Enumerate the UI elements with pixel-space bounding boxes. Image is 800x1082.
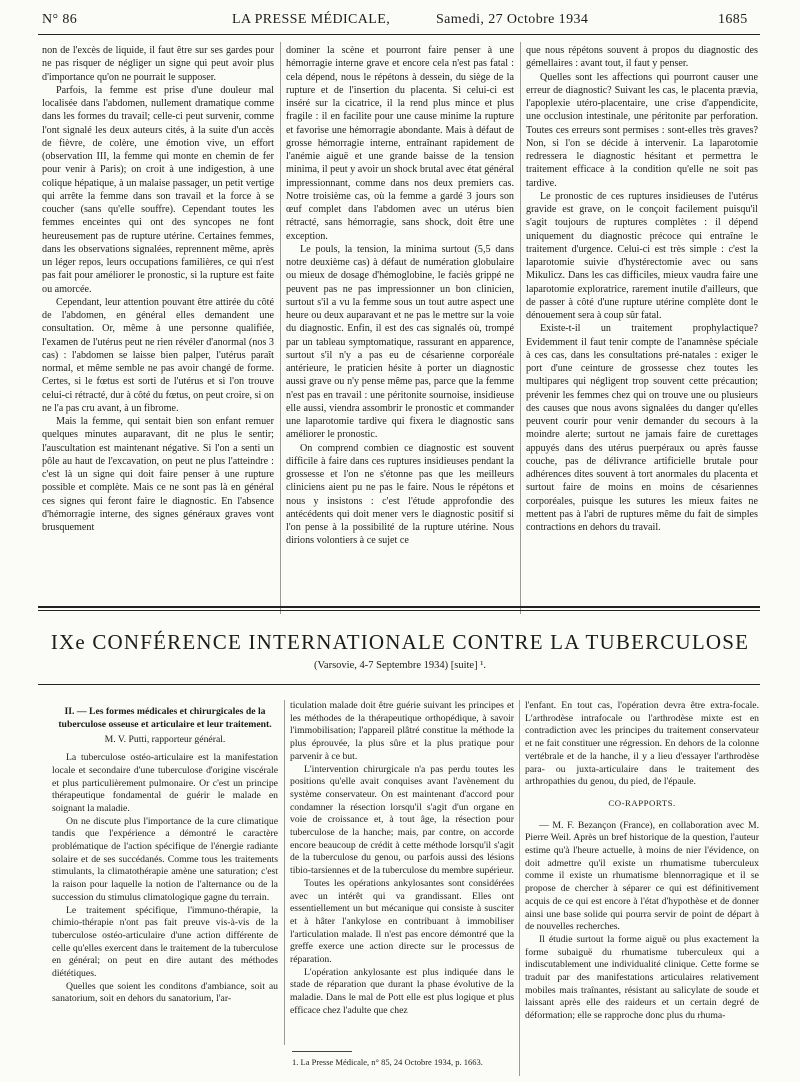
header-rule: [38, 34, 760, 35]
page-number-label: N° 86: [42, 12, 78, 27]
paragraph: Le pronostic de ces ruptures insidieuses de l'utérus gravide est grave, on le conçoit facilement puisqu'il s'agit toujours de ruptures complètes : il dépend uniquement du diagnostic précoce qui entraîne le traitement d'urgence. Celui-ci est très simple : c'est la laparotomie suivie d'hystérectomie avec ou sans Mikulicz. Dans les cas difficiles, mieux vaudra faire une laparotomie exploratrice, rarement inutile d'ailleurs, que de passer à côté d'une rupture utérine complète dont le dénouement sera à coup sûr fatal.: [526, 190, 758, 321]
top-column-1: [42, 44, 274, 614]
paragraph: L'opération ankylosante est plus indiquée dans le stade de réparation que durant la phase évolutive de la maladie. Dans le mal de Pott elle est plus logique et plus efficace chez l'adulte que chez: [290, 966, 514, 1016]
paragraph: Existe-t-il un traitement prophylactique? Evidemment il faut tenir compte de l'anamnèse spéciale à ces cas, dans les consultations pré-natales : exiger le port d'une ceinture de grossesse chez toutes les multipares qui négligent trop souvent cette précaution; prévenir les femmes chez qui on trouve une ou plusieurs des causes que nous avons signalées du danger qu'elles peuvent courir pour venir demander du secours à la moindre alerte; surtout ne jamais faire de curettages appuyés dans des utérus puerpéraux ou après fausse couche, pas de délivrance artificielle brutale pour adhérences dites souvent à tort anormales du placenta et surtout faire de moins en moins de césariennes corporéales, puisque les sutures les mieux faites ne mettent pas à l'abri de ruptures même du fait de simples contractions en dehors du travail.: [526, 323, 758, 533]
bottom-column-3: [525, 700, 759, 1076]
paragraph: L'intervention chirurgicale n'a pas perdu toutes les positions qu'elle avait conquises avant l'avènement du système conservateur. On est maintenant d'accord pour condamner la résection lorsqu'il s'agit d'un organe en voie de croissance et, à tout âge, la résection pour tuberculose de la hanche; mais, par contre, on accorde encore beaucoup de crédit à cette méthode lorsqu'il s'agit de la tuberculose du genou, ou parfois aussi des lésions tibio-tarsiennes et de la tuberculose du membre supérieur.: [290, 763, 514, 877]
paragraph: Quelles sont les affections qui pourront causer une erreur de diagnostic? Suivant les cas, le placenta prævia, l'apoplexie utéro-placentaire, une crise d'appendicite, une occlusion intestinale, une péritonite par perforation. Toutes ces erreurs sont permises : sont-elles très graves? Non, si l'on se décide à intervenir. La laparotomie redressera le diagnostic hésitant et permettra le traitement efficace à la condition qu'elle ne soit pas tardive.: [526, 71, 758, 189]
rapporteur-line: M. V. Putti, rapporteur général.: [104, 734, 226, 746]
column-divider: [520, 42, 521, 614]
paragraph: La tuberculose ostéo-articulaire est la manifestation locale et secondaire d'une tuberculose d'origine viscérale et plus particulièrement pulmonaire. Or c'est un principe thérapeutique fondamental de guérir le malade en soignant la maladie.: [52, 752, 278, 814]
bottom-column-2: [290, 700, 514, 1045]
paragraph: Mais la femme, qui sentait bien son enfant remuer quelques minutes auparavant, dit ne plus le sentir; l'auscultation est maintenant négative. Si l'on a senti un pôle au haut de l'excavation, on peut ne plus l'atteindre : c'est là un signe qui doit faire penser à une rupture possible et complète. Mais ce ne sont pas là en général ces signes qui feront faire le diagnostic. En l'absence d'hémorragie interne, des signes généraux graves vont brusquement: [42, 416, 274, 533]
paragraph: On comprend combien ce diagnostic est souvent difficile à faire dans ces ruptures insidieuses pendant la grossesse et l'on ne s'étonne pas que les meilleurs cliniciens aient pu ne pas le faire. Nous le répétons et nous y insistons : c'est l'étude approfondie des antécédents qui doit mener vers le diagnostic positif si l'on pense à la possibilité de la rupture utérine. Nous dirions volontiers à ce sujet ce: [286, 442, 514, 547]
column-divider: [519, 700, 520, 1076]
bottom-column-1: [52, 706, 278, 1076]
section-rule-bottom: [38, 610, 760, 611]
column-divider: [280, 42, 281, 614]
paragraph: que nous répétons souvent à propos du diagnostic des gémellaires : avant tout, il faut y penser.: [526, 45, 758, 70]
paragraph: Parfois, la femme est prise d'une douleur mal localisée dans l'abdomen, nullement dramatique comme dans les formes du travail; celle-ci peut survenir, comme l'ont signalé les deux auteurs cités, à la suite d'un accès de fièvre, de colère, une émotion vive, un effort (observation III, la femme qui monte en chemin de fer pour venir à Paris); on croit à une indigestion, à une colique hépatique, à un malaise passager, un petit vertige qui arrête la femme dans son travail et la force à se coucher (sans qu'elle souffre). Cependant toutes les femmes enceintes qui ont des syncopes ne font heureusement pas de rupture utérine. Certaines femmes, dans les observations signalées, reprennent même, après un léger repos, leurs occupations familières, ce qui n'est pas fait pour améliorer le pronostic, si la rupture est faite ou amorcée.: [42, 84, 274, 295]
paragraph: l'enfant. En tout cas, l'opération devra être extra-focale. L'arthrodèse intrafocale ou l'arthrodèse mixte est en contradiction avec les principes du traitement conservateur et ne fait constituer une régression. En dehors de la colonne vertébrale et de la hanche, il y a lieu d'essayer l'arthrodèse para- ou juxta-articulaire dans le traitement des arthropathies du genou, du pied, de l'épaule.: [525, 700, 759, 788]
top-column-3: [526, 44, 758, 614]
paragraph: Le pouls, la tension, la minima surtout (5,5 dans notre deuxième cas) à défaut de numération globulaire ou mieux de dosage d'hémoglobine, le faciès grippé ne peuvent pas ne pas impressionner un bon clinicien, surtout s'il a vu la femme sous un tout autre aspect une heure ou deux auparavant et ne pas le mettre sur la voie du diagnostic. Enfin, il est des cas signalés où, trompé par un tableau symptomatique, rassurant en apparence, surtout s'il n'y a pas eu de césarienne corporéale antérieure, le praticien hésite à porter un diagnostic aussi grave ou n'y pense même pas, parce que la femme n'est pas en travail : une péritonite sournoise, insidieuse elle aussi, viendra assombrir le pronostic et commander une laparotomie tardive qui fixera le diagnostic sans améliorer le pronostic.: [286, 243, 514, 441]
footnote-rule: [292, 1051, 352, 1052]
title-rule: [38, 684, 760, 685]
paragraph: Quelles que soient les conditons d'ambiance, soit au sanatorium, soit en dehors du sanatorium, l'ar-: [52, 980, 278, 1005]
paragraph: Il étudie surtout la forme aiguë ou plus exactement la forme subaiguë du rhumatisme tuberculeux qui a indiscutablement une individualité clinique. Cette forme se traduit par des manifestations articulaires relativement mobiles mais traînantes, résistant au salicylate de soude et laissant après elle des raideurs et un certain degré de déformation; elle se rapproche donc plus du rhuma-: [525, 933, 759, 1022]
section-heading: II. — Les formes médicales et chirurgicales de la tuberculose osseuse et articulaire et leur traitement.: [58, 706, 272, 730]
conference-title: IXe CONFÉRENCE INTERNATIONALE CONTRE LA TUBERCULOSE: [50, 630, 750, 654]
paragraph: Toutes les opérations ankylosantes sont considérées avec un intérêt qui va grandissant. Elles ont essentiellement un but mécanique qui consiste à susciter et à hâter l'ankylose en contribuant à immobiliser l'articulation malade. Il n'est pas encore démontré que la greffe exerce une action directe sur le processus de réparation.: [290, 877, 514, 966]
journal-title: LA PRESSE MÉDICALE,: [232, 12, 391, 27]
paragraph: — M. F. Bezançon (France), en collaboration avec M. Pierre Weil. Après un bref historique de la question, l'auteur estime qu'à l'heure actuelle, à moins de nier l'évidence, on doit admettre qu'il existe un rhumatisme tuberculeux comme il existe un rhumatisme blennorragique et il se propose de chercher à séparer ce qui est définitivement acquis de ce qui est encore à l'état d'hypothèse et de donner ainsi une base solide qui pourra servir de point de départ à de nouvelles recherches.: [525, 819, 759, 933]
paragraph: Cependant, leur attention pouvant être attirée du côté de l'abdomen, en général elles demandent une consultation. Or, même à une personne qualifiée, l'examen de l'utérus peut ne rien révéler d'anormal (nos 3 cas) : l'abdomen se laisse bien palper, l'utérus paraît normal, et même semble ne pas avoir changé de forme. Certes, si le fœtus est sorti de l'utérus et si l'on trouve celui-ci rétracté, dur à côté du fœtus, on peut croire, si on ne l'a pas cru avant, à un fibrome.: [42, 296, 274, 414]
paragraph: Le traitement spécifique, l'immuno-thérapie, la chimio-thérapie n'ont pas fait preuve vis-à-vis de la tuberculose ostéo-articulaire d'une action différente de celle qu'elles exercent dans le traitement de la tuberculose en général; on peut en dire autant des méthodes diététiques.: [52, 904, 278, 980]
paragraph: non de l'excès de liquide, il faut être sur ses gardes pour ne pas risquer de négliger un signe qui peut avoir plus d'importance qu'on ne pourrait le supposer.: [42, 45, 274, 83]
column-divider: [284, 700, 285, 1045]
paragraph: On ne discute plus l'importance de la cure climatique tandis que l'expérience a démontré le caractère problématique de l'action spécifique de l'énergie radiante solaire et de ses succédanés. Comme tous les traitements stimulants, la climatothérapie amène une saturation; c'est la raison pour laquelle la notion de l'alternance ou de la succession du stimulus climatologique gagne du terrain.: [52, 815, 278, 903]
section-rule-top: [38, 606, 760, 608]
co-rapports-label: CO-RAPPORTS.: [608, 797, 676, 808]
top-column-2: [286, 44, 514, 614]
page-folio: 1685: [718, 12, 748, 27]
footnote: 1. La Presse Médicale, n° 85, 24 Octobre 1934, p. 1663.: [292, 1057, 483, 1067]
paragraph: dominer la scène et pourront faire penser à une hémorragie interne grave et encore cela n'est pas fatal : cela dépend, nous le répétons à dessein, du siège de la rupture et de l'insertion du placenta. Si celui-ci est inséré sur la cicatrice, il la rend plus mince et plus fragile : il en facilite pour une cause minime la rupture et favorise une hémorragie abondante. Mais à défaut de grosse hémorragie interne, entraînant rapidement de l'anémie aiguë et une grande baisse de la tension minima, il peut y avoir un shock brutal avec état général impressionnant, comme dans nos deux premiers cas. Notre troisième cas, où la femme a gardé 3 jours son œuf complet dans l'abdomen avec un utérus bien rétracté, sans hémorragie, sans shock, doit être une exception.: [286, 45, 514, 242]
paragraph: ticulation malade doit être guérie suivant les principes et les méthodes de la thérapeutique orthopédique, à savoir l'immobilisation; l'appareil plâtré constitue la méthode la plus éprouvée, la plus sûre et la plus pratique pour parvenir à ce but.: [290, 700, 514, 762]
issue-date: Samedi, 27 Octobre 1934: [436, 12, 589, 27]
conference-subtitle: (Varsovie, 4-7 Septembre 1934) [suite] ¹.: [314, 660, 486, 671]
